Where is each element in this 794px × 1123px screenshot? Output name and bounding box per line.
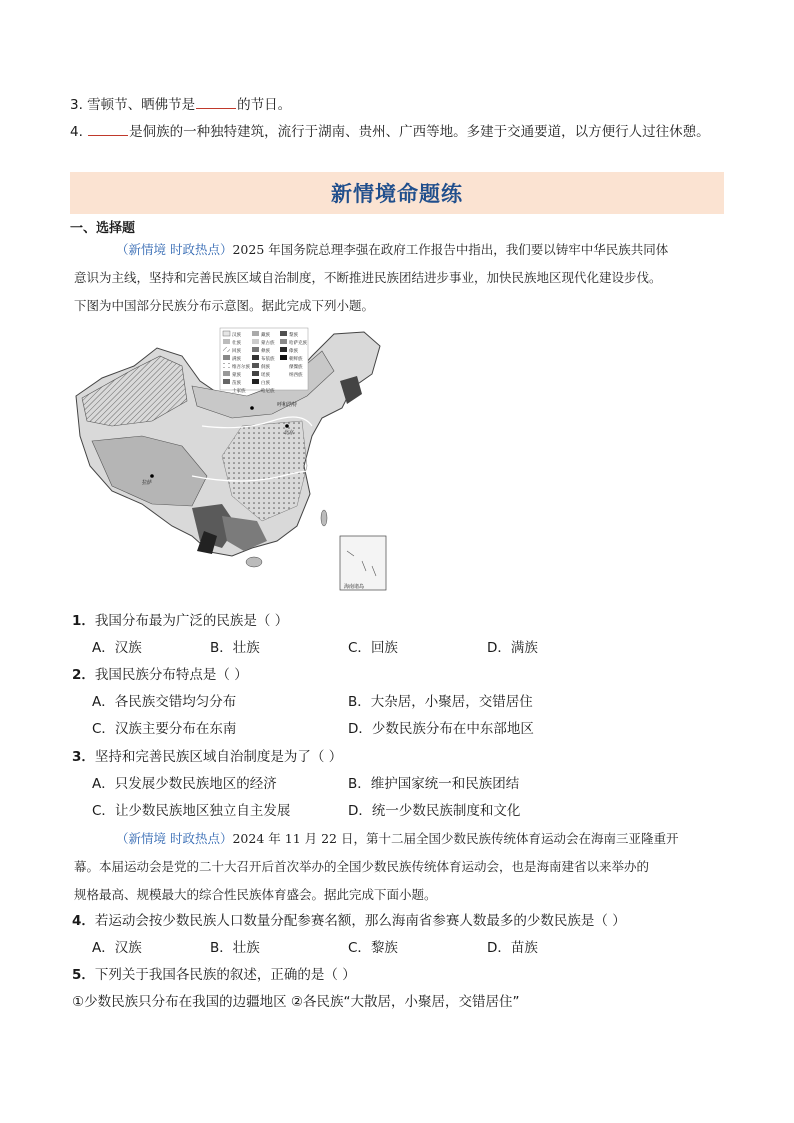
option-value: 汉族 bbox=[114, 640, 142, 656]
map-place-label: 海南诸岛 bbox=[344, 584, 365, 590]
option-d[interactable] bbox=[487, 938, 538, 958]
option-key: B． bbox=[348, 776, 371, 792]
option-value: 黎族 bbox=[370, 940, 398, 956]
option-c[interactable] bbox=[348, 938, 398, 958]
option-key: C． bbox=[348, 940, 371, 956]
legend-label: 蒙族 bbox=[232, 373, 241, 378]
option-value: 汉族主要分布在东南 bbox=[114, 721, 237, 737]
question-2-number: 2． bbox=[72, 667, 95, 683]
question-4-number: 4. bbox=[70, 124, 88, 140]
option-b[interactable] bbox=[210, 638, 260, 658]
ethnic-distribution-map bbox=[72, 326, 392, 594]
question-3 bbox=[70, 94, 291, 115]
passage-2-line2: 幕。本届运动会是党的二十大召开后首次举办的全国少数民族传统体育运动会，也是海南建省以来举办的 bbox=[74, 859, 650, 874]
question-4-text: 若运动会按少数民族人口数量分配参赛名额，那么海南省参赛人数最多的少数民族是（ ） bbox=[94, 913, 626, 929]
question-5-statements: ①少数民族只分布在我国的边疆地区 ②各民族“大散居，小聚居，交错居住” bbox=[72, 994, 520, 1010]
option-a[interactable] bbox=[92, 938, 142, 958]
passage-2-tag: （新情境 时政热点） bbox=[116, 831, 233, 846]
banner-title: 新情境命题练 bbox=[331, 182, 463, 206]
option-value: 统一少数民族制度和文化 bbox=[371, 803, 521, 819]
passage-2-line1: 2024 年 11 月 22 日，第十二届全国少数民族传统体育运动会在海南三亚隆重开 bbox=[232, 831, 679, 846]
option-d[interactable] bbox=[348, 801, 520, 821]
option-key: B． bbox=[348, 694, 371, 710]
option-value: 苗族 bbox=[510, 940, 538, 956]
option-value: 壮族 bbox=[232, 640, 260, 656]
legend-label: 维吾尔族 bbox=[232, 365, 250, 370]
question-5-number: 5． bbox=[72, 967, 95, 983]
option-b[interactable] bbox=[210, 938, 260, 958]
option-value: 壮族 bbox=[232, 940, 260, 956]
question-2-text: 我国民族分布特点是（ ） bbox=[94, 667, 248, 683]
map-place-label: 呼和浩特 bbox=[277, 402, 298, 408]
legend-label: 哈萨克族 bbox=[289, 341, 307, 346]
passage-1-line2: 意识为主线，坚持和完善民族区域自治制度，不断推进民族团结进步事业，加快民族地区现代化建设步伐。 bbox=[74, 270, 662, 285]
answer-blank[interactable] bbox=[196, 94, 236, 109]
option-key: B． bbox=[210, 640, 233, 656]
legend-label: 白族 bbox=[261, 381, 270, 386]
answer-blank[interactable] bbox=[88, 121, 128, 136]
option-key: C． bbox=[92, 721, 115, 737]
legend-label: 布依族 bbox=[261, 357, 275, 362]
option-key: D． bbox=[487, 940, 511, 956]
option-value: 回族 bbox=[370, 640, 398, 656]
option-key: A． bbox=[92, 694, 115, 710]
option-a[interactable] bbox=[92, 638, 142, 658]
option-b[interactable] bbox=[348, 692, 533, 712]
legend-label: 满族 bbox=[232, 357, 241, 362]
legend-label: 壮族 bbox=[232, 341, 241, 346]
question-4-fill bbox=[70, 121, 710, 142]
question-2 bbox=[72, 665, 248, 685]
option-c[interactable] bbox=[92, 719, 236, 739]
map-place-label: 拉萨 bbox=[142, 480, 153, 486]
map-place-label: 北京 bbox=[284, 430, 295, 436]
option-key: B． bbox=[210, 940, 233, 956]
option-key: C． bbox=[348, 640, 371, 656]
question-1-number: 1． bbox=[72, 613, 95, 629]
legend-label: 汉族 bbox=[232, 333, 241, 338]
option-key: A． bbox=[92, 776, 115, 792]
passage-2 bbox=[74, 825, 726, 909]
option-b[interactable] bbox=[348, 774, 519, 794]
option-value: 维护国家统一和民族团结 bbox=[370, 776, 520, 792]
legend-label: 侗族 bbox=[261, 365, 270, 370]
question-4 bbox=[72, 911, 626, 931]
option-value: 各民族交错均匀分布 bbox=[114, 694, 237, 710]
option-a[interactable] bbox=[92, 774, 277, 794]
legend-label: 蒙古族 bbox=[261, 341, 275, 346]
legend-label: 傣族 bbox=[289, 349, 298, 354]
question-5-text: 下列关于我国各民族的叙述，正确的是（ ） bbox=[94, 967, 356, 983]
question-3-text-end: 的节日。 bbox=[237, 97, 292, 113]
option-value: 少数民族分布在中东部地区 bbox=[371, 721, 534, 737]
legend-label: 藏族 bbox=[261, 333, 270, 338]
legend-label: 彝族 bbox=[261, 349, 270, 354]
option-d[interactable] bbox=[348, 719, 534, 739]
legend-label: 黎族 bbox=[289, 333, 298, 338]
section-title: 一、选择题 bbox=[70, 221, 136, 236]
option-key: D． bbox=[348, 721, 372, 737]
passage-1-line3: 下图为中国部分民族分布示意图。据此完成下列小题。 bbox=[74, 298, 375, 313]
option-value: 满族 bbox=[510, 640, 538, 656]
question-3-text: 坚持和完善民族区域自治制度是为了（ ） bbox=[94, 749, 343, 765]
option-key: A． bbox=[92, 640, 115, 656]
option-value: 汉族 bbox=[114, 940, 142, 956]
legend-label: 傈僳族 bbox=[289, 365, 303, 370]
passage-1-tag: （新情境 时政热点） bbox=[116, 242, 233, 257]
question-1 bbox=[72, 611, 288, 631]
option-key: D． bbox=[487, 640, 511, 656]
question-4-text: 是侗族的一种独特建筑，流行于湖南、贵州、广西等地。多建于交通要道，以方便行人过往休憩。 bbox=[129, 124, 710, 140]
option-key: C． bbox=[92, 803, 115, 819]
option-key: D． bbox=[348, 803, 372, 819]
legend-label: 瑶族 bbox=[261, 373, 270, 378]
question-5 bbox=[72, 965, 356, 985]
option-key: A． bbox=[92, 940, 115, 956]
legend-label: 苗族 bbox=[232, 381, 241, 386]
question-1-text: 我国分布最为广泛的民族是（ ） bbox=[94, 613, 289, 629]
question-3-number: 3． bbox=[72, 749, 95, 765]
section-banner bbox=[70, 172, 724, 214]
option-c[interactable] bbox=[92, 801, 290, 821]
passage-1-line1: 2025 年国务院总理李强在政府工作报告中指出，我们要以铸牢中华民族共同体 bbox=[232, 242, 669, 257]
option-value: 让少数民族地区独立自主发展 bbox=[114, 803, 291, 819]
question-3-choice bbox=[72, 747, 342, 767]
legend-label: 回族 bbox=[232, 349, 241, 354]
legend-label: 纳西族 bbox=[289, 373, 303, 378]
option-value: 大杂居，小聚居，交错居住 bbox=[370, 694, 533, 710]
option-d[interactable] bbox=[487, 638, 538, 658]
passage-1 bbox=[74, 236, 726, 320]
legend-label: 哈尼族 bbox=[261, 389, 275, 394]
option-c[interactable] bbox=[348, 638, 398, 658]
legend-label: 朝鲜族 bbox=[289, 357, 303, 362]
question-3-text: 3. 雪顿节、晒佛节是 bbox=[70, 97, 196, 113]
legend-label: 土家族 bbox=[232, 389, 246, 394]
passage-2-line3: 规格最高、规模最大的综合性民族体育盛会。据此完成下面小题。 bbox=[74, 887, 437, 902]
question-4-number: 4． bbox=[72, 913, 95, 929]
option-a[interactable] bbox=[92, 692, 236, 712]
option-value: 只发展少数民族地区的经济 bbox=[114, 776, 277, 792]
